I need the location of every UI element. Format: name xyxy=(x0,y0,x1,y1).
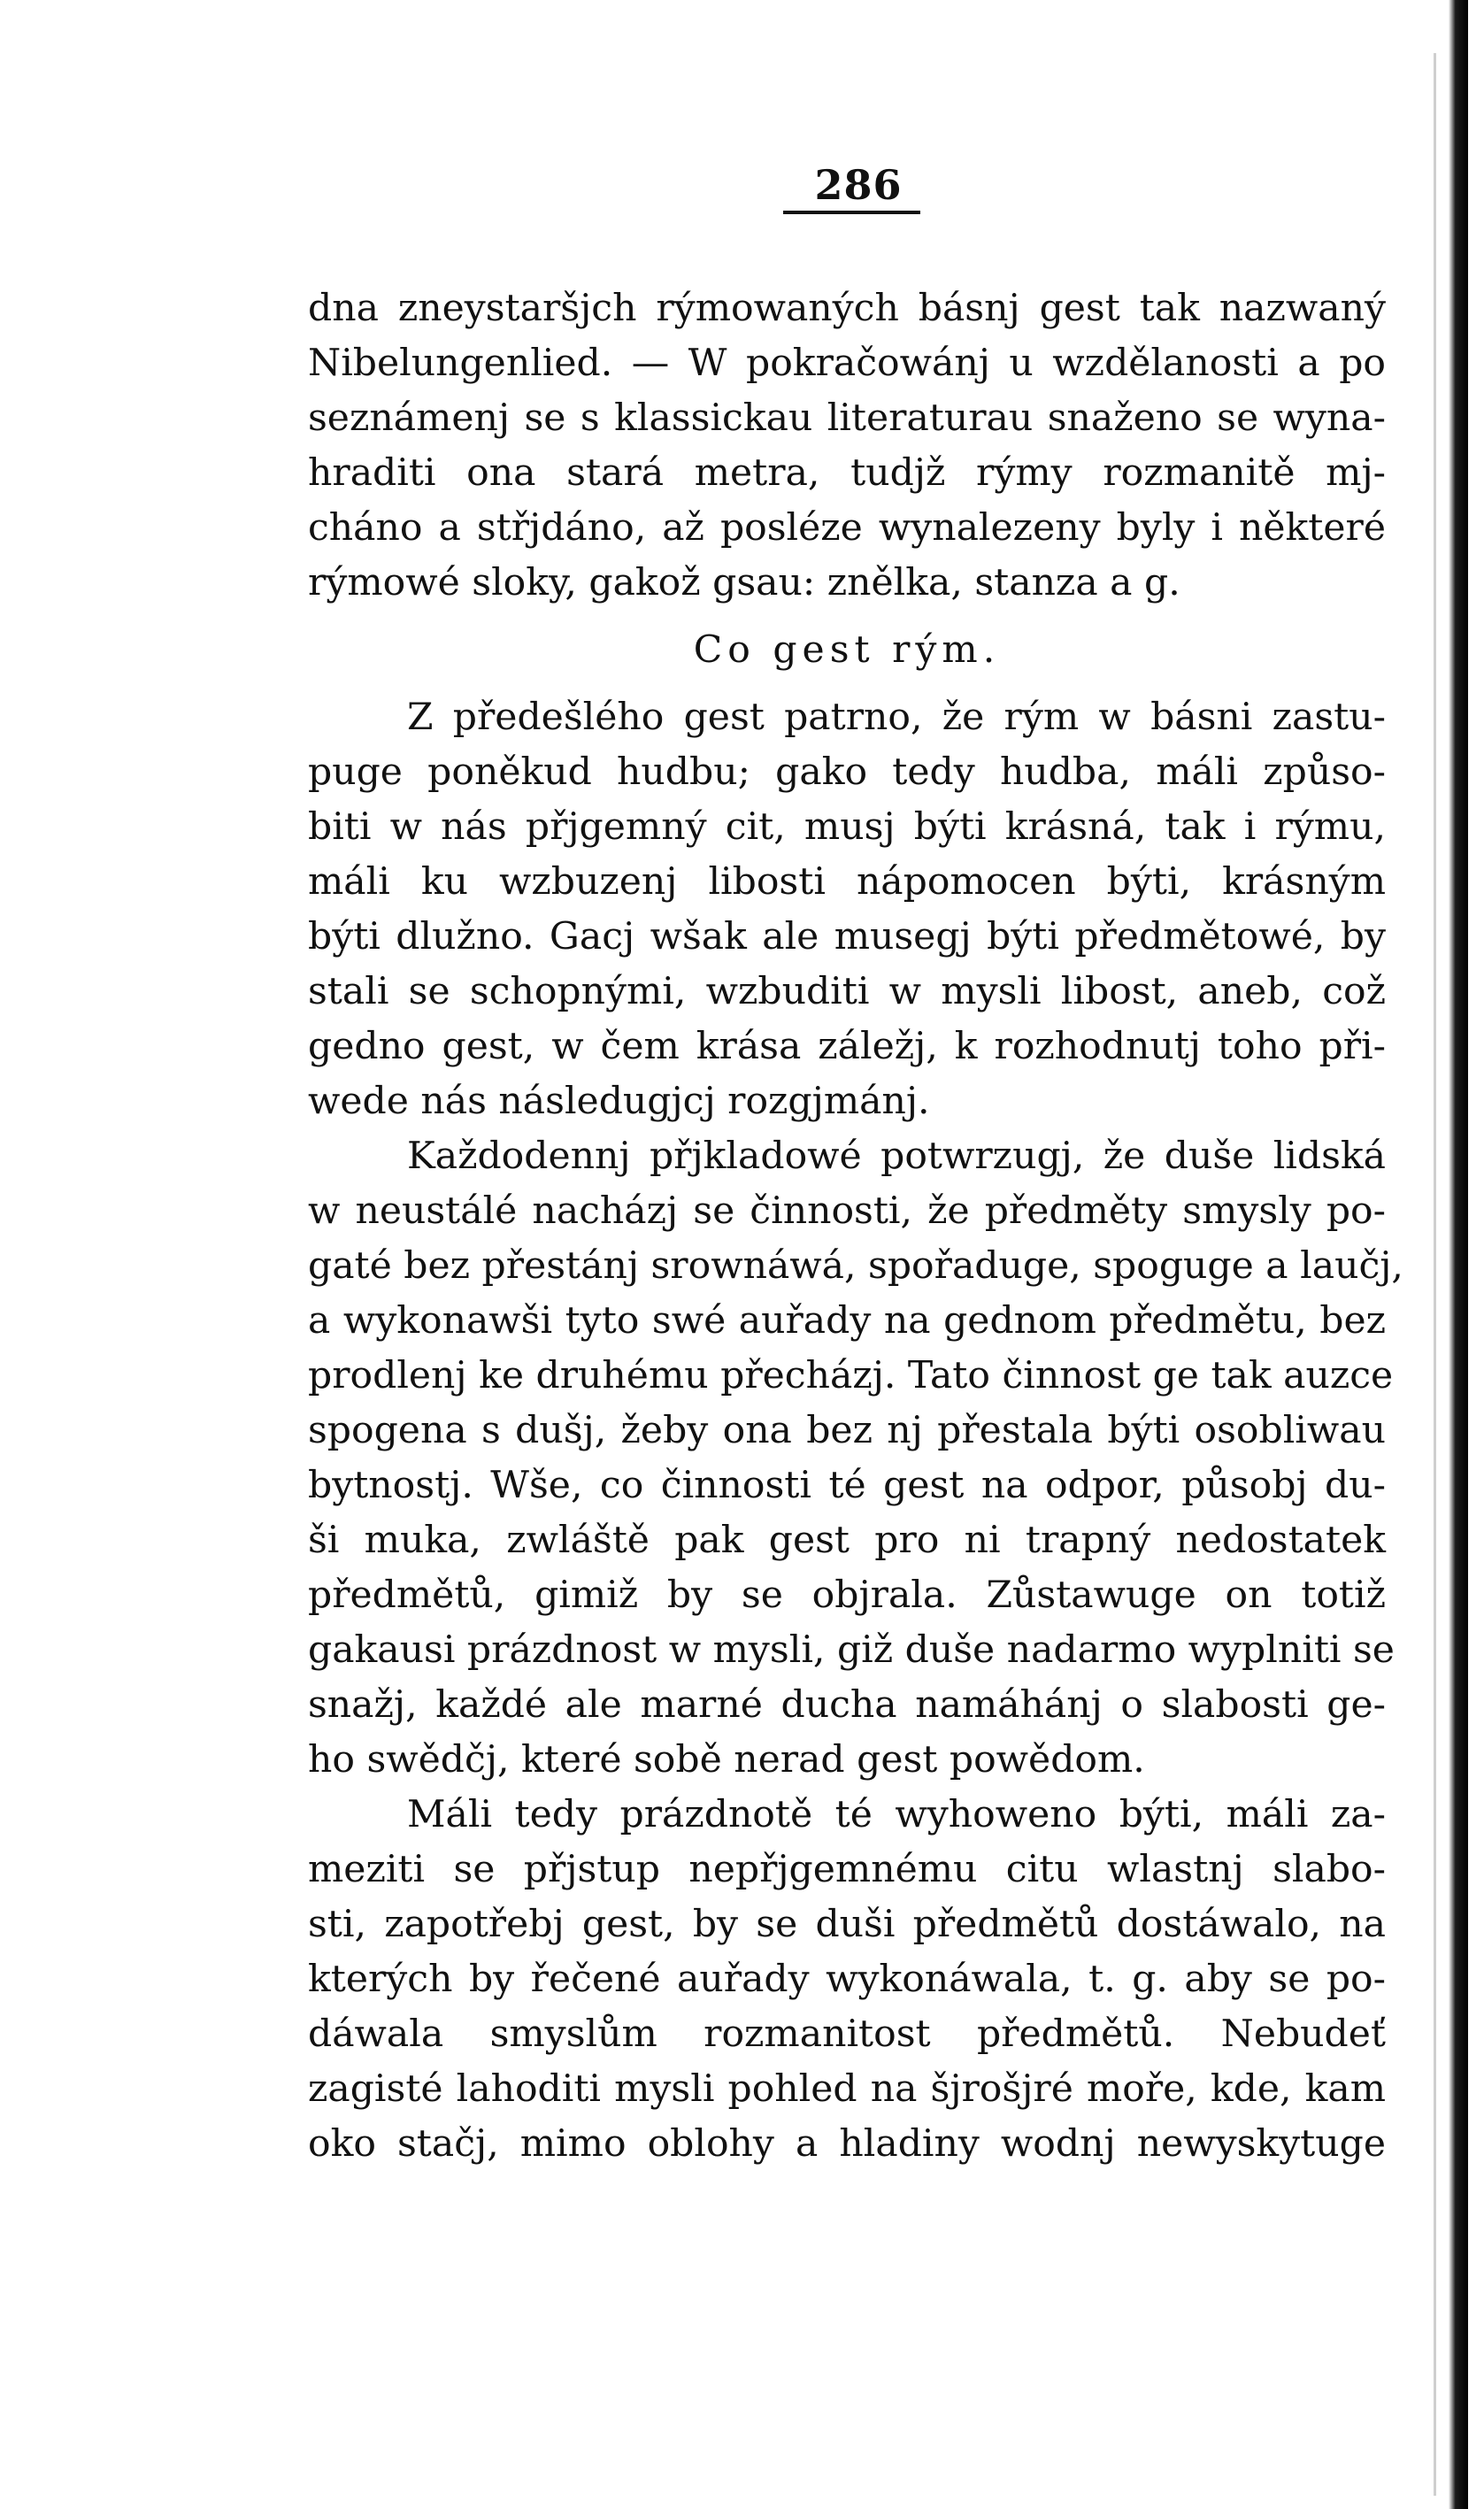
text-line: biti w nás přjgemný cit, musj býti krásná, tak i rýmu, xyxy=(308,805,1386,849)
text-line: sti, zapotřebj gest, by se duši předmětů dostáwalo, na xyxy=(308,1903,1386,1946)
text-line: gedno gest, w čem krása záležj, k rozhodnutj toho při- xyxy=(308,1025,1386,1068)
text-line: Máli tedy prázdnotě té wyhoweno býti, máli za- xyxy=(407,1793,1386,1836)
text-line: Nibelungenlied. — W pokračowánj u wzdělanosti a po xyxy=(308,342,1386,385)
text-line: gakausi prázdnost w mysli, giž duše nadarmo wyplniti se xyxy=(308,1628,1395,1672)
page-body xyxy=(308,281,1403,2172)
page-gutter-shadow xyxy=(1434,53,1436,2496)
page-number: 286 xyxy=(814,161,903,209)
text-line: dáwala smyslům rozmanitost předmětů. Nebudeť xyxy=(308,2013,1386,2056)
text-line: býti dlužno. Gacj wšak ale musegj býti předmětowé, by xyxy=(308,915,1386,958)
paragraph xyxy=(308,1129,1403,1788)
text-line: stali se schopnými, wzbuditi w mysli libost, aneb, což xyxy=(308,970,1386,1013)
text-line: předmětů, gimiž by se objrala. Zůstawuge on totiž xyxy=(308,1574,1386,1617)
text-line: Každodennj přjkladowé potwrzugj, že duše lidská xyxy=(407,1135,1386,1178)
text-line: snažj, každé ale marné ducha namáhánj o slabosti ge- xyxy=(308,1683,1386,1727)
text-line: Z předešlého gest patrno, že rým w básni zastu- xyxy=(407,696,1386,739)
page-edge xyxy=(1449,0,1468,2509)
text-line: oko stačj, mimo oblohy a hladiny wodnj newyskytuge xyxy=(308,2122,1386,2166)
text-line: ho swědčj, které sobě nerad gest powědom. xyxy=(308,1738,1145,1782)
text-line: bytnostj. Wše, co činnosti té gest na odpor, působj du- xyxy=(308,1464,1386,1507)
paragraph xyxy=(308,281,1386,611)
text-line: puge poněkud hudbu; gako tedy hudba, máli způso- xyxy=(308,750,1386,794)
text-line: gaté bez přestánj srownáwá, spořaduge, spoguge a laučj, xyxy=(308,1244,1403,1288)
text-line: hraditi ona stará metra, tudjž rýmy rozmanitě mj- xyxy=(308,451,1386,495)
text-line: w neustálé nacházj se činnosti, že předměty smysly po- xyxy=(308,1189,1386,1233)
text-line: meziti se přjstup nepřjgemnému citu wlastnj slabo- xyxy=(308,1848,1386,1891)
text-line: seznámenj se s klassickau literaturau snaženo se wyna- xyxy=(308,396,1386,440)
text-line: wede nás následugjcj rozgjmánj. xyxy=(308,1080,930,1123)
text-line: máli ku wzbuzenj libosti nápomocen býti, krásným xyxy=(308,860,1386,904)
section-heading: Co gest rým. xyxy=(693,628,1001,672)
text-line: rýmowé sloky, gakož gsau: znělka, stanza a g. xyxy=(308,561,1180,604)
text-line: ši muka, zwláště pak gest pro ni trapný nedostatek xyxy=(308,1519,1386,1562)
page-number-rule xyxy=(783,211,920,214)
text-line: zagisté lahoditi mysli pohled na šjrošjré moře, kde, kam xyxy=(308,2067,1386,2111)
text-line: dna zneystaršjch rýmowaných básnj gest tak nazwaný xyxy=(308,287,1386,330)
text-line: prodlenj ke druhému přecházj. Tato činnost ge tak auzce xyxy=(308,1354,1394,1397)
text-line: a wykonawši tyto swé auřady na gednom předmětu, bez xyxy=(308,1299,1386,1343)
text-line: kterých by řečené auřady wykonáwala, t. g. aby se po- xyxy=(308,1958,1386,2001)
text-line: cháno a střjdáno, až posléze wynalezeny byly i některé xyxy=(308,506,1386,550)
paragraph xyxy=(308,1788,1386,2172)
paragraph xyxy=(308,690,1386,1129)
text-line: spogena s dušj, žeby ona bez nj přestala býti osobliwau xyxy=(308,1409,1386,1452)
